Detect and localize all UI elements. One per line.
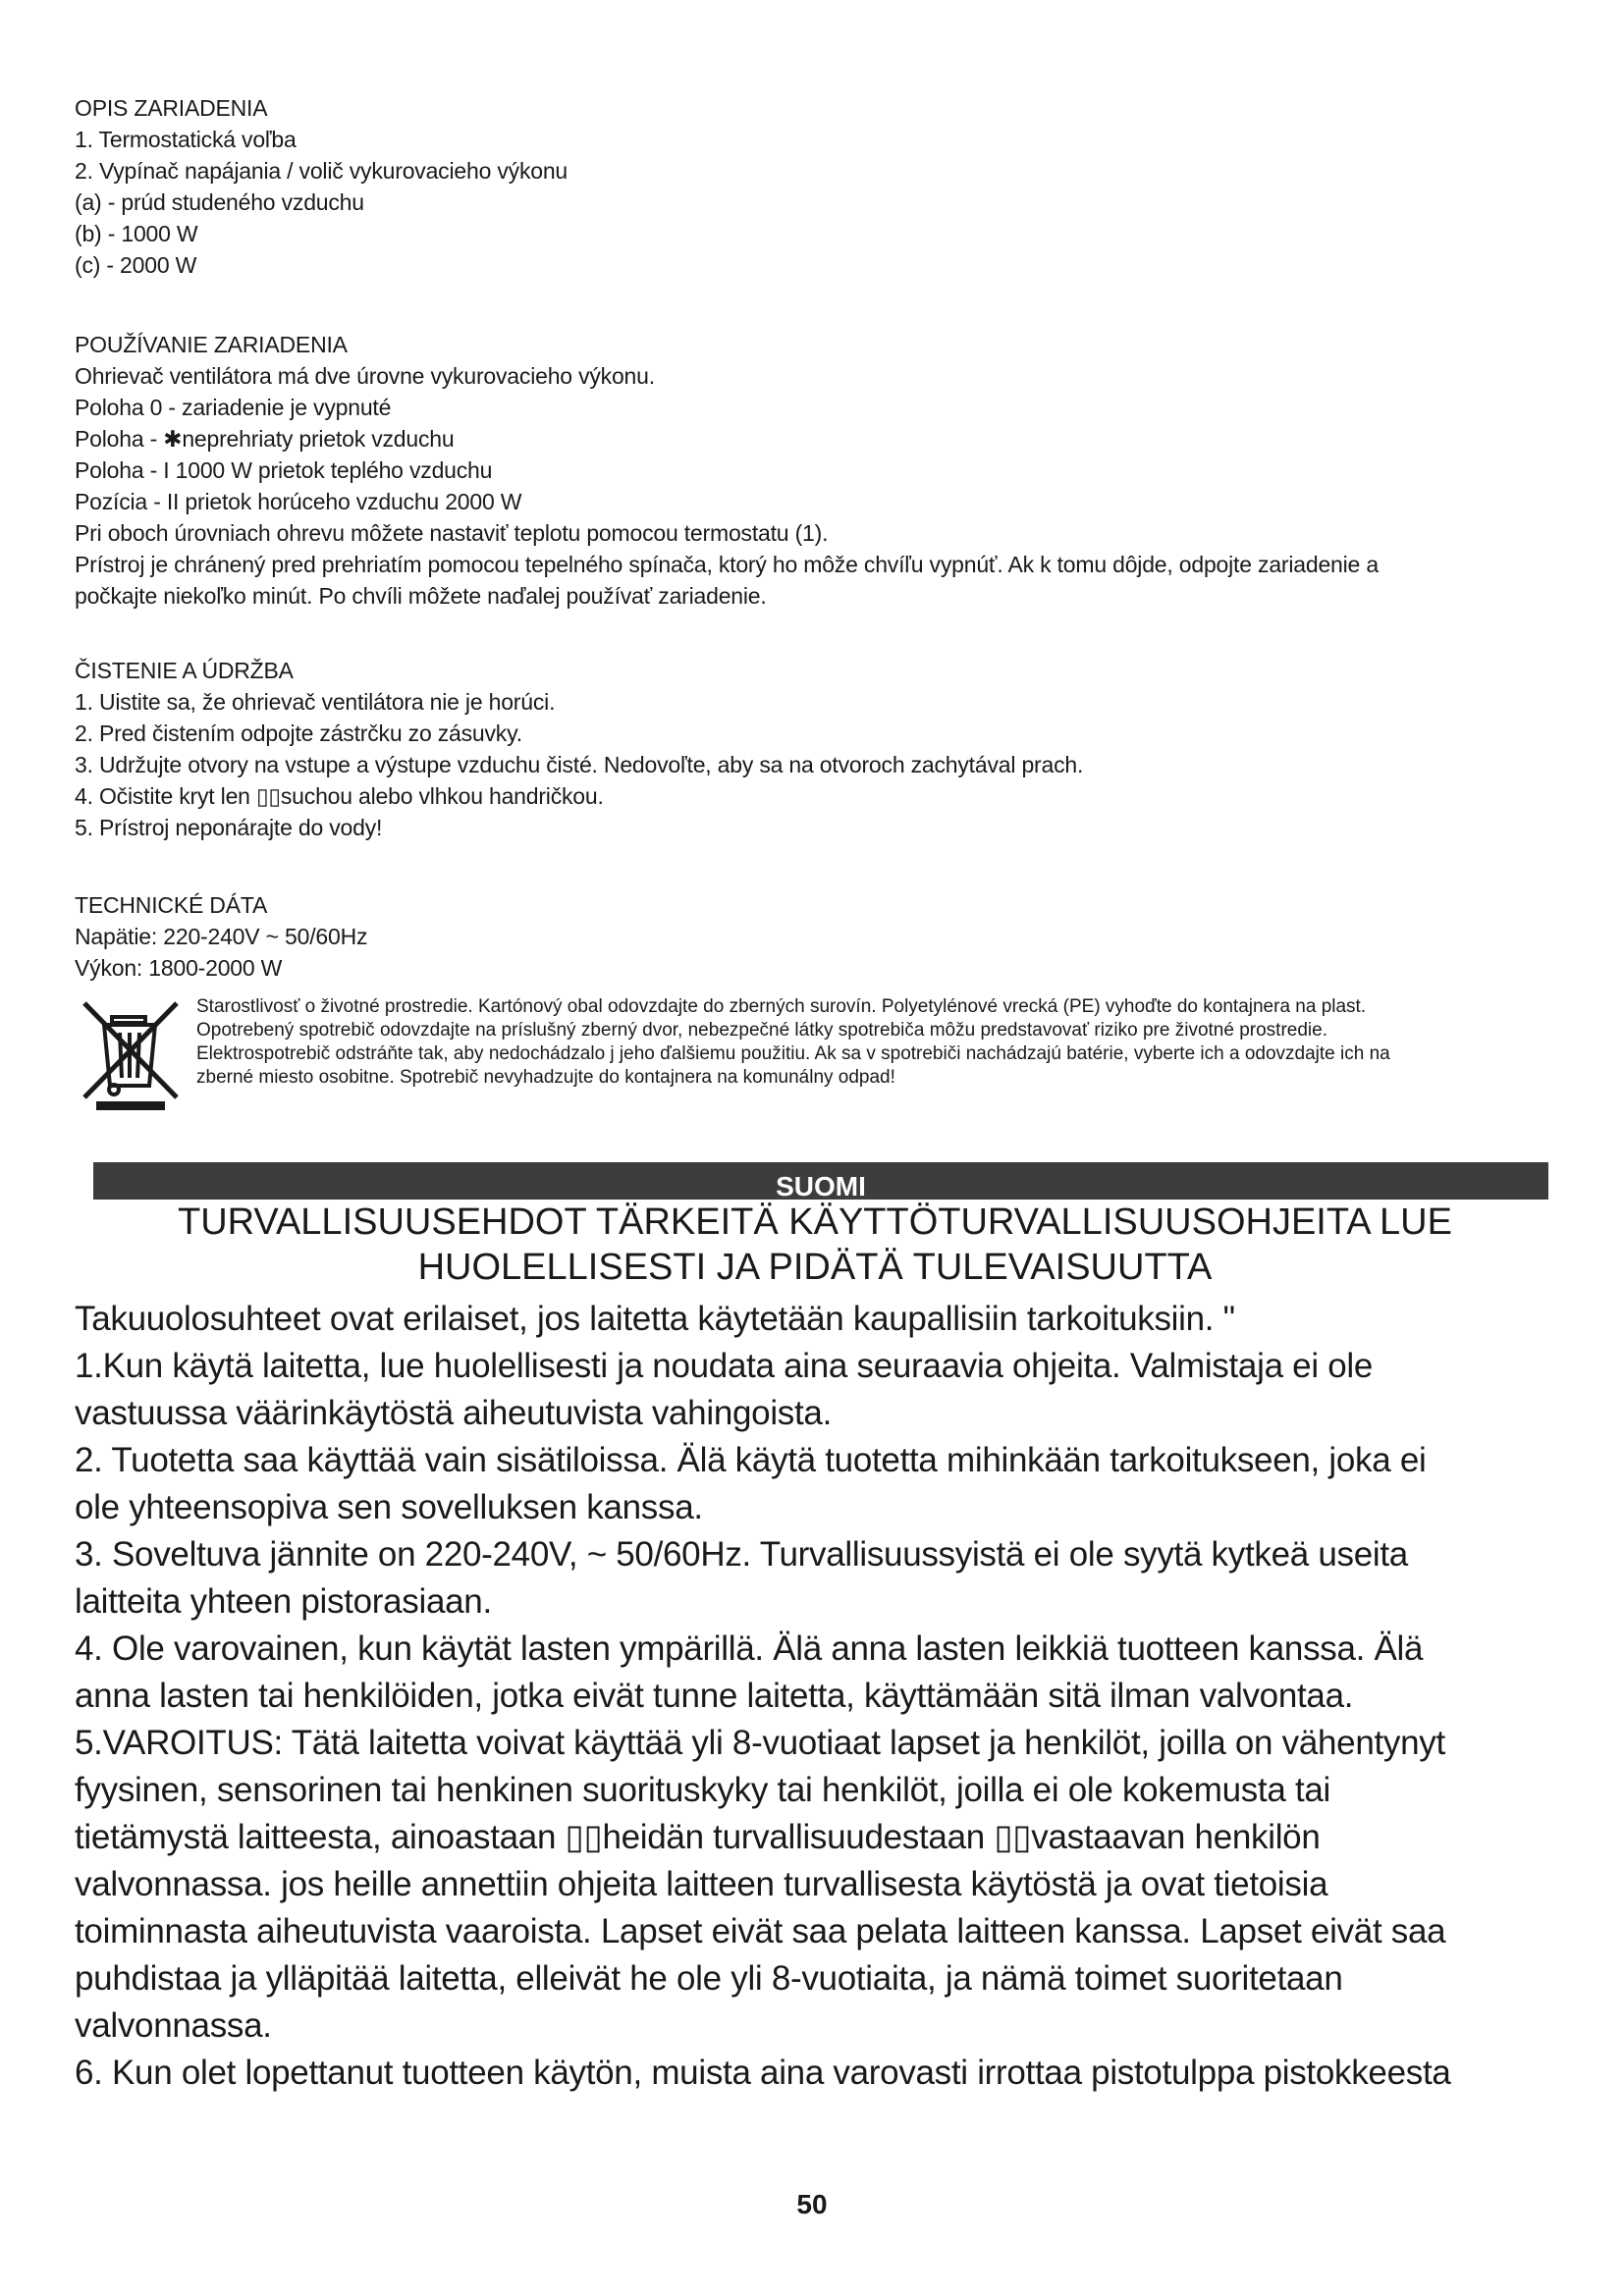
text-line: puhdistaa ja ylläpitää laitetta, elleivät he ole yli 8-vuotiaita, ja nämä toimet suoritetaan	[75, 1959, 1343, 1998]
text-line: Ohrievač ventilátora má dve úrovne vykurovacieho výkonu.	[75, 363, 655, 389]
text-line: (a) - prúd studeného vzduchu	[75, 189, 364, 215]
text-line: Prístroj je chránený pred prehriatím pomocou tepelného spínača, ktorý ho môže chvíľu vypnúť. Ak k tomu dôjde, odpojte zariadenie a	[75, 552, 1379, 577]
text-line: laitteita yhteen pistorasiaan.	[75, 1582, 492, 1621]
safety-title	[79, 1200, 1551, 1290]
section-heading: OPIS ZARIADENIA	[75, 95, 268, 121]
section-heading: POUŽÍVANIE ZARIADENIA	[75, 332, 348, 357]
text-line: Poloha - ✱neprehriaty prietok vzduchu	[75, 426, 455, 452]
text-line: vastuussa väärinkäytöstä aiheutuvista vahingoista.	[75, 1394, 833, 1432]
title-line: HUOLELLISESTI JA PIDÄTÄ TULEVAISUUTTA	[417, 1247, 1213, 1288]
text-line: 1.Kun käytä laitetta, lue huolellisesti ja noudata aina seuraavia ohjeita. Valmistaja ei ole	[75, 1347, 1374, 1385]
text-line: počkajte niekoľko minút. Po chvíli môžete naďalej používať zariadenie.	[75, 583, 767, 609]
text-line: tietämystä laitteesta, ainoastaan ▯▯heidän turvallisuudestaan ▯▯vastaavan henkilön	[75, 1818, 1321, 1856]
text-line: (b) - 1000 W	[75, 221, 198, 246]
crossed-out-bin-icon	[75, 995, 185, 1113]
language-banner-label: SUOMI	[776, 1171, 866, 1201]
text-line: Poloha - I 1000 W prietok teplého vzduchu	[75, 457, 493, 483]
text-line: ole yhteensopiva sen sovelluksen kanssa.	[75, 1488, 703, 1526]
page-number: 50	[796, 2189, 828, 2219]
text-line: toiminnasta aiheutuvista vaaroista. Lapset eivät saa pelata laitteen kanssa. Lapset eivät saa	[75, 1912, 1446, 1950]
language-banner	[93, 1162, 1548, 1200]
text-line: 4. Ole varovainen, kun käytät lasten ympärillä. Älä anna lasten leikkiä tuotteen kanssa. Älä	[75, 1629, 1424, 1668]
text-line: Poloha 0 - zariadenie je vypnuté	[75, 395, 392, 420]
title-line: TURVALLISUUSEHDOT TÄRKEITÄ KÄYTTÖTURVALLISUUSOHJEITA LUE	[178, 1201, 1452, 1243]
section-heading: TECHNICKÉ DÁTA	[75, 892, 268, 918]
text-line: 6. Kun olet lopettanut tuotteen käytön, muista aina varovasti irrottaa pistotulppa pistokkeesta	[75, 2054, 1451, 2092]
text-line: 3. Soveltuva jännite on 220-240V, ~ 50/60Hz. Turvallisuussyistä ei ole syytä kytkeä useita	[75, 1535, 1408, 1574]
text-line: 1. Termostatická voľba	[75, 127, 297, 152]
section-heading: ČISTENIE A ÚDRŽBA	[75, 658, 294, 683]
text-line: valvonnassa.	[75, 2006, 272, 2045]
text-line: fyysinen, sensorinen tai henkinen suorituskyky tai henkilöt, joilla ei ole kokemusta tai	[75, 1771, 1331, 1809]
text-line: Pozícia - II prietok horúceho vzduchu 2000 W	[75, 489, 522, 514]
text-line: Výkon: 1800-2000 W	[75, 955, 283, 981]
text-line: (c) - 2000 W	[75, 252, 197, 278]
text-line: 5. Prístroj neponárajte do vody!	[75, 815, 383, 840]
section-pouzivanie-zariadenia	[75, 329, 1547, 612]
text-line: 2. Tuotetta saa käyttää vain sisätiloissa. Älä käytä tuotetta mihinkään tarkoitukseen, joka ei	[75, 1441, 1427, 1479]
text-line: valvonnassa. jos heille annettiin ohjeita laitteen turvallisesta käytöstä ja ovat tietoisia	[75, 1865, 1328, 1903]
text-line: Pri oboch úrovniach ohrevu môžete nastaviť teplotu pomocou termostatu (1).	[75, 520, 829, 546]
text-line: 3. Udržujte otvory na vstupe a výstupe vzduchu čisté. Nedovoľte, aby sa na otvoroch zachytával prach.	[75, 752, 1084, 777]
text-line: Starostlivosť o životné prostredie. Kartónový obal odovzdajte do zberných surovín. Polyetylénové vrecká (PE) vyhoďte do kontajnera na plast.	[196, 996, 1367, 1017]
recycling-text	[196, 995, 1571, 1090]
text-line: Takuuolosuhteet ovat erilaiset, jos laitetta käytetään kaupallisiin tarkoituksiin. "	[75, 1300, 1235, 1338]
text-line: Napätie: 220-240V ~ 50/60Hz	[75, 924, 368, 949]
text-line: zberné miesto osobitne. Spotrebič nevyhadzujte do kontajnera na komunálny odpad!	[196, 1067, 895, 1088]
section-opis-zariadenia	[75, 92, 1547, 281]
section-technicke-data	[75, 889, 1547, 984]
text-line: 2. Vypínač napájania / volič vykurovacieho výkonu	[75, 158, 568, 184]
text-line: 2. Pred čistením odpojte zástrčku zo zásuvky.	[75, 721, 522, 746]
text-line: 5.VAROITUS: Tätä laitetta voivat käyttää yli 8-vuotiaat lapset ja henkilöt, joilla on vähentynyt	[75, 1724, 1445, 1762]
section-cistenie-a-udrzba	[75, 655, 1547, 843]
text-line: Elektrospotrebič odstráňte tak, aby nedochádzalo j jeho ďalšiemu použitiu. Ak sa v spotrebiči nachádzajú batérie, vyberte ich a odovzdajte ich na	[196, 1043, 1390, 1064]
text-line: 4. Očistite kryt len ▯▯suchou alebo vlhkou handričkou.	[75, 783, 604, 809]
text-line: anna lasten tai henkilöiden, jotka eivät tunne laitetta, käyttämään sitä ilman valvontaa.	[75, 1677, 1354, 1715]
text-line: Opotrebený spotrebič odovzdajte na príslušný zberný dvor, nebezpečné látky spotrebiča môžu predstavovať riziko pre životné prostredie.	[196, 1020, 1327, 1041]
text-line: 1. Uistite sa, že ohrievač ventilátora nie je horúci.	[75, 689, 556, 715]
recycling-notice	[75, 995, 1567, 1113]
safety-instructions	[75, 1296, 1557, 2097]
